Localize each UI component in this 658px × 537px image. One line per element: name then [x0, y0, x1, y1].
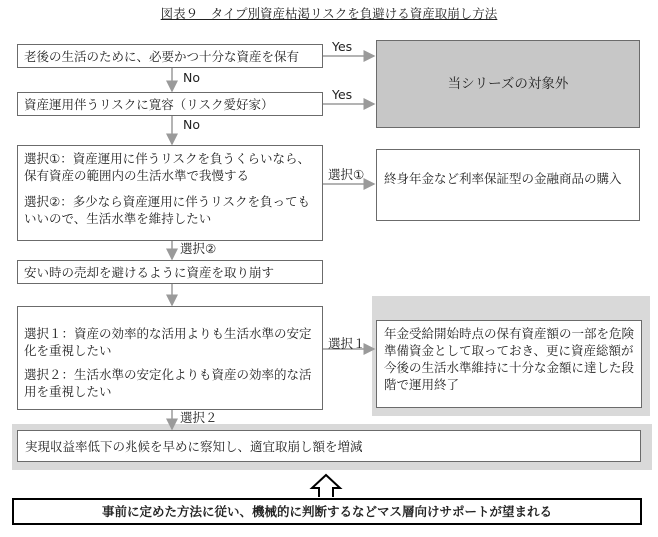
choice-b-2-text: 選択２：生活水準の安定化よりも資産の効率的な活用を重視したい [24, 367, 312, 399]
choice-a1-label: 選択① [328, 167, 365, 182]
question-sufficient-assets: 老後の生活のために、必要かつ十分な資産を保有 [17, 44, 323, 68]
no-label-1: No [183, 70, 200, 85]
choice-b1-label: 選択１ [328, 336, 366, 351]
yes-label-1: Yes [332, 39, 353, 54]
choice-a2-label: 選択② [180, 241, 217, 256]
choice-box-b [17, 306, 323, 410]
yes-label-2: Yes [332, 87, 353, 102]
choice-box-a [17, 145, 323, 241]
reserve-box: 年金受給開始時点の保有資産額の一部を危険準備資金として取っておき、更に資産総額が今後の生活水準維持に十分な金額に達した段階で運用終了 [376, 320, 642, 408]
step-sell-box: 安い時の売却を避けるように資産を取り崩す [17, 260, 323, 284]
annuity-box: 終身年金など利率保証型の金融商品の購入 [376, 149, 640, 221]
choice-a-2-text: 選択②：多少なら資産運用に伴うリスクを負ってもいいので、生活水準を維持したい [24, 194, 310, 226]
no-label-2: No [183, 117, 200, 132]
choice-b2-label: 選択２ [180, 410, 218, 425]
question-risk-tolerant: 資産運用伴うリスクに寛容（リスク愛好家） [17, 92, 323, 116]
choice-b-1-text: 選択１：資産の効率的な活用よりも生活水準の安定化を重視したい [24, 326, 312, 358]
up-arrow-icon [312, 475, 340, 497]
out-of-scope-box: 当シリーズの対象外 [376, 40, 640, 128]
diagram-title: 図表９ タイプ別資産枯渇リスクを負避ける資産取崩し方法 [160, 6, 498, 21]
choice-a-1-text: 選択①：資産運用に伴うリスクを負うくらいなら、保有資産の範囲内の生活水準で我慢する [24, 151, 310, 183]
adjust-box: 実現収益率低下の兆候を早めに察知し、適宜取崩し額を増減 [17, 430, 641, 462]
bottom-conclusion-box: 事前に定めた方法に従い、機械的に判断するなどマス層向けサポートが望まれる [12, 498, 642, 525]
